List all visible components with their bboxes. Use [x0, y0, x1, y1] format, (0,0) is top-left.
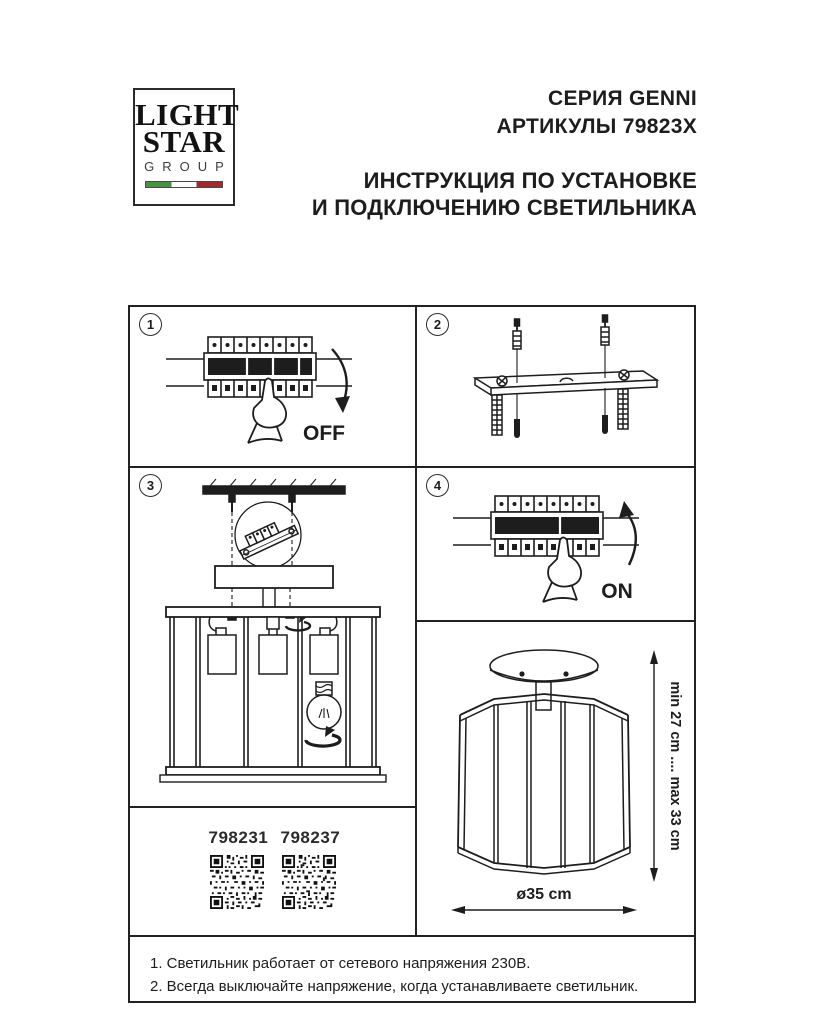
diameter-label: ø35 cm	[516, 886, 572, 903]
circuit-breaker-icon	[453, 496, 639, 556]
logo-word-group: GROUP	[144, 159, 232, 174]
step4-panel	[417, 468, 694, 620]
light-bulb-icon	[307, 682, 341, 729]
step4-number-badge: 4	[426, 474, 449, 497]
height-dimension-arrow	[650, 650, 658, 882]
qr-code-icon	[282, 855, 336, 909]
step2-number-badge: 2	[426, 313, 449, 336]
lamp-socket-icon	[208, 617, 338, 674]
step1-number-badge: 1	[139, 313, 162, 336]
circuit-breaker-icon	[166, 337, 352, 397]
articles-title: АРТИКУЛЫ 79823X	[496, 115, 697, 138]
safety-notes-box	[128, 937, 696, 1003]
fixture-dimensions-illustration	[417, 622, 694, 935]
logo-word-light: LIGHT	[135, 97, 240, 132]
breaker-on-illustration	[417, 468, 694, 620]
drum-shade-icon	[458, 694, 630, 874]
italian-flag-stripe	[145, 181, 223, 188]
mounting-bar-icon	[475, 370, 657, 395]
article-number-left: 798231	[208, 828, 269, 847]
step2-panel	[417, 307, 694, 466]
step1-panel	[130, 307, 415, 466]
terminal-block-detail-icon	[235, 502, 301, 568]
height-range-label: min 27 cm .... max 33 cm	[667, 681, 683, 851]
mounting-bracket-illustration	[417, 307, 694, 466]
instruction-title	[312, 167, 697, 221]
off-label: OFF	[303, 422, 345, 445]
step3-panel	[130, 468, 415, 806]
article-number-right: 798237	[280, 828, 341, 847]
series-title: СЕРИЯ GENNI	[547, 87, 697, 110]
lightstar-logo	[133, 88, 240, 206]
instruction-title-line1: ИНСТРУКЦИЯ ПО УСТАНОВКЕ	[363, 168, 697, 193]
steps-grid	[128, 305, 696, 937]
note-line-2: 2. Всегда выключайте напряжение, когда устанавливаете светильник.	[150, 978, 639, 995]
logo-word-star: STAR	[142, 124, 226, 159]
fixture-assembly-illustration	[130, 468, 415, 806]
breaker-off-illustration	[130, 307, 415, 466]
qr-code-icon	[210, 855, 264, 909]
canopy-icon	[490, 650, 598, 710]
instruction-title-line2: И ПОДКЛЮЧЕНИЮ СВЕТИЛЬНИКА	[311, 195, 697, 220]
on-arrow-icon	[619, 501, 636, 565]
on-label: ON	[601, 580, 633, 603]
dimensions-panel	[417, 622, 694, 935]
lantern-frame-icon	[160, 607, 386, 782]
diameter-dimension-arrow	[451, 906, 637, 914]
step3-number-badge: 3	[139, 474, 162, 497]
articles-panel	[130, 808, 415, 935]
canopy-icon	[215, 566, 333, 588]
note-line-1: 1. Светильник работает от сетевого напряжения 230В.	[150, 955, 531, 972]
document-header	[312, 85, 697, 221]
article-labels-row	[208, 828, 341, 855]
